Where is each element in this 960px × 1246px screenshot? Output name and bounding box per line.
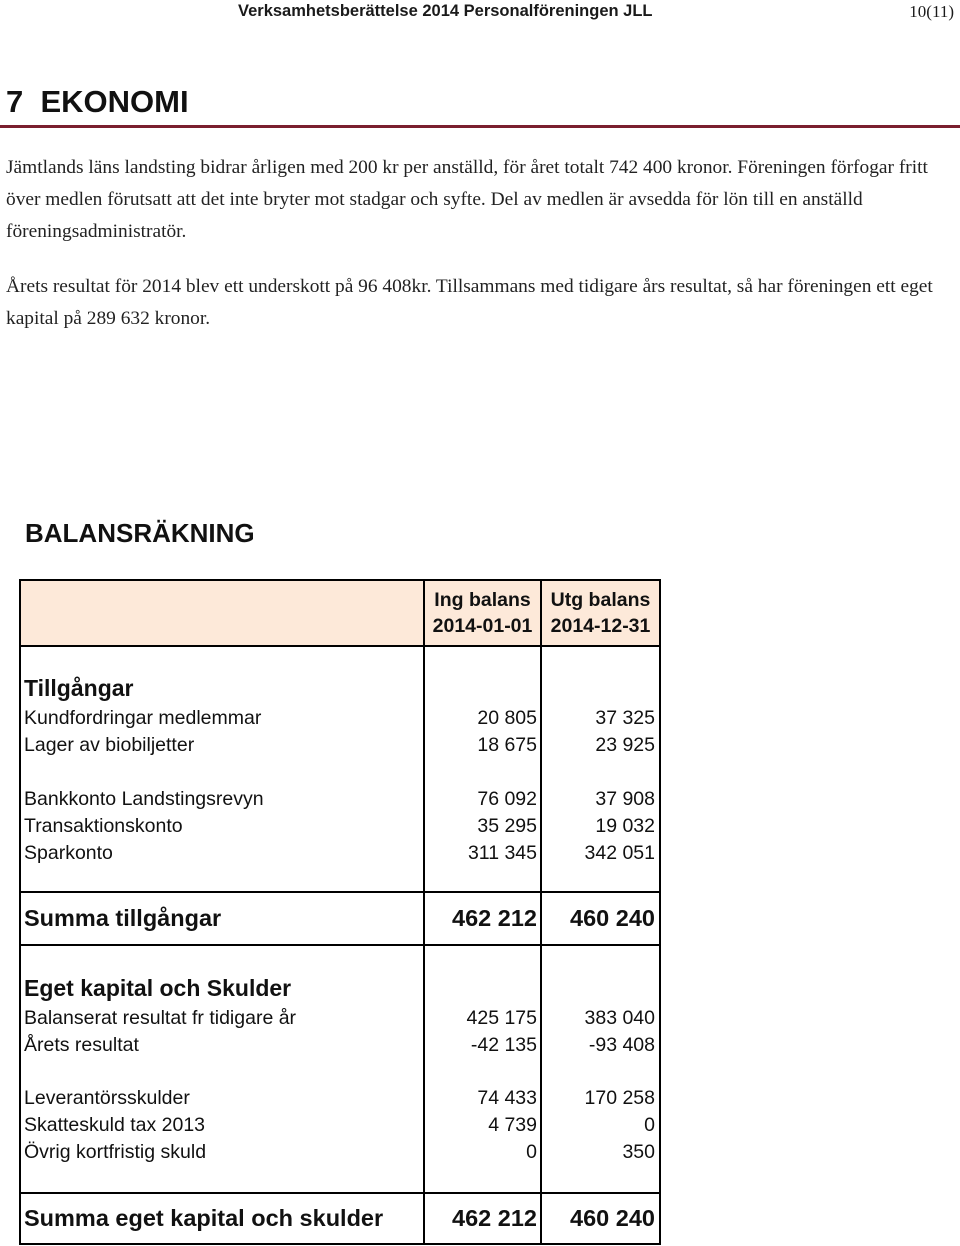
row-value-utg: 19 032 (595, 815, 655, 837)
row-value-ing: 35 295 (477, 815, 537, 837)
row-value-utg: 37 908 (595, 788, 655, 810)
document-title: Verksamhetsberättelse 2014 Personalföreningen JLL (238, 2, 653, 20)
row-value-utg: 23 925 (595, 734, 655, 756)
row-label: Bankkonto Landstingsrevyn (24, 788, 264, 810)
row-value-ing: 425 175 (466, 1007, 537, 1029)
paragraph-result: Årets resultat för 2014 blev ett underskott på 96 408kr. Tillsammans med tidigare års resultat, så har föreningen ett eget kapital på 289 632 kronor. (6, 276, 933, 329)
row-label: Leverantörsskulder (24, 1087, 190, 1109)
row-label: Årets resultat (24, 1034, 139, 1056)
section-number: 7 (6, 84, 24, 119)
section-rule (0, 125, 960, 128)
row-value-utg: 350 (622, 1141, 655, 1163)
row-value-utg: 383 040 (584, 1007, 655, 1029)
row-value-ing: 4 739 (488, 1114, 537, 1136)
row-value-ing: 311 345 (467, 842, 537, 864)
paragraph-funding: Jämtlands läns landsting bidrar årligen med 200 kr per anställd, för året totalt 742 400 kronor. Föreningen förfogar fritt över medlen förutsatt att det inte bryter mot stadgar och syfte. Del av medlen är avsedda för lön till en anställd föreningsadministratör. (6, 157, 928, 242)
row-value-utg: 342 051 (584, 842, 655, 864)
row-label: Transaktionskonto (24, 815, 183, 837)
running-header (0, 0, 960, 24)
row-value-utg: 0 (644, 1114, 655, 1136)
row-label: Sparkonto (24, 842, 113, 864)
balance-sheet-title: BALANSRÄKNING (25, 518, 255, 548)
column-header-ing: Ing balans 2014-01-01 (432, 589, 533, 637)
section-heading (6, 84, 189, 120)
assets-total-ing: 462 212 (452, 905, 537, 931)
page-number: 10(11) (909, 2, 954, 21)
column-divider (540, 579, 542, 1245)
row-label: Skatteskuld tax 2013 (24, 1114, 206, 1136)
equity-total-utg: 460 240 (570, 1205, 655, 1231)
equity-total-ing: 462 212 (452, 1205, 537, 1231)
section-title: EKONOMI (40, 84, 189, 119)
row-label: Balanserat resultat fr tidigare år (24, 1007, 297, 1029)
row-value-ing: -42 135 (470, 1034, 537, 1056)
row-value-utg: 37 325 (595, 707, 655, 729)
row-value-utg: -93 408 (588, 1034, 655, 1056)
assets-total-label: Summa tillgångar (24, 905, 222, 931)
row-value-ing: 76 092 (477, 788, 537, 810)
row-value-ing: 0 (526, 1141, 537, 1163)
row-value-ing: 20 805 (477, 707, 537, 729)
equity-heading: Eget kapital och Skulder (24, 975, 292, 1001)
assets-total-utg: 460 240 (570, 905, 655, 931)
row-label: Lager av biobiljetter (24, 734, 195, 756)
assets-heading: Tillgångar (24, 675, 134, 701)
row-value-ing: 74 433 (477, 1087, 537, 1109)
balance-sheet-table (19, 579, 661, 1245)
row-label: Övrig kortfristig skuld (24, 1141, 207, 1163)
row-value-utg: 170 258 (584, 1087, 655, 1109)
row-label: Kundfordringar medlemmar (24, 707, 262, 729)
equity-total-label: Summa eget kapital och skulder (24, 1205, 384, 1231)
column-header-utg: Utg balans 2014-12-31 (550, 589, 651, 637)
row-value-ing: 18 675 (477, 734, 537, 756)
column-divider (423, 579, 425, 1245)
